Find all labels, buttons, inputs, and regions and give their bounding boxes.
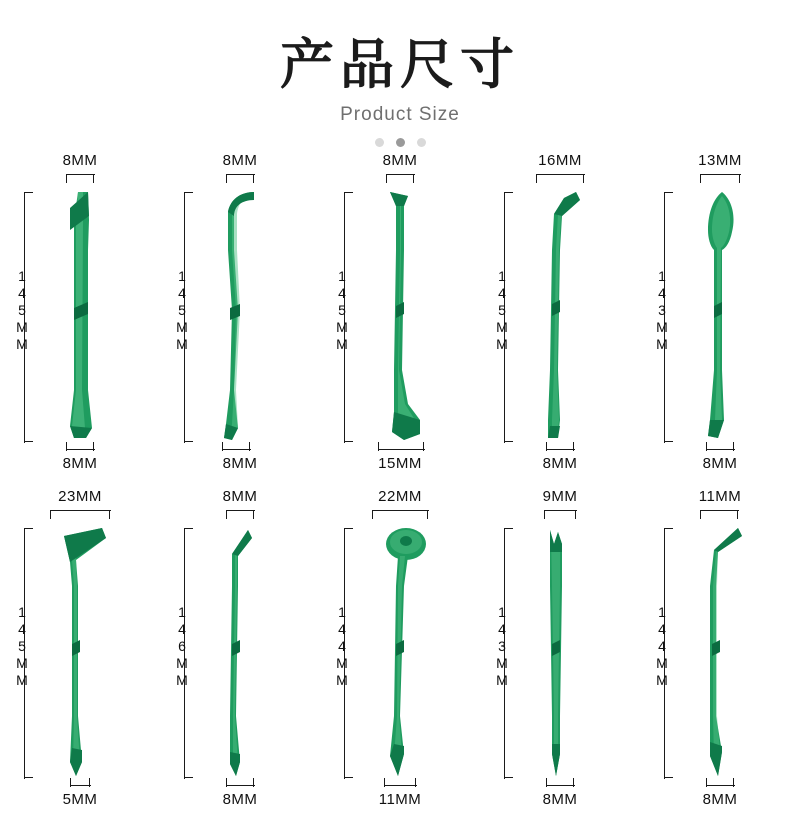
tool-7-bottom-caliper — [226, 778, 254, 787]
tool-7-top-caliper — [226, 510, 254, 519]
page-title: 产品尺寸 — [280, 33, 520, 96]
tool-2-length: 145MM — [174, 268, 190, 353]
tool-9-top-width: 9MM — [542, 488, 578, 505]
tool-3-bottom-width: 15MM — [378, 455, 422, 472]
tool-2-bottom-caliper — [222, 442, 250, 451]
tool-5-bottom-width: 8MM — [702, 455, 738, 472]
tool-5-length: 143MM — [654, 268, 670, 353]
tool-9-bottom-width: 8MM — [542, 791, 578, 808]
tool-3-image — [368, 190, 478, 442]
tool-3-bottom-caliper — [378, 442, 424, 451]
tool-8-top-caliper — [372, 510, 428, 519]
carousel-dot-3[interactable] — [417, 138, 426, 147]
tool-row-2 — [0, 486, 800, 816]
tool-9-top-caliper — [544, 510, 576, 519]
tool-1-bottom-caliper — [66, 442, 94, 451]
tool-10-image — [688, 526, 798, 778]
tool-7-image — [208, 526, 318, 778]
tool-cell-1 — [0, 150, 160, 480]
tool-6-top-caliper — [50, 510, 110, 519]
carousel-dot-1[interactable] — [375, 138, 384, 147]
page-subtitle: Product Size — [340, 104, 460, 125]
tool-2-top-width: 8MM — [222, 152, 258, 169]
tool-5-bottom-caliper — [706, 442, 734, 451]
tool-1-length: 145MM — [14, 268, 30, 353]
tool-8-bottom-caliper — [384, 778, 416, 787]
tool-cell-6 — [0, 486, 160, 816]
tool-cell-8 — [320, 486, 480, 816]
tool-5-top-caliper — [700, 174, 740, 183]
tool-7-top-width: 8MM — [222, 488, 258, 505]
tool-9-bottom-caliper — [546, 778, 574, 787]
tool-10-top-caliper — [700, 510, 738, 519]
tool-6-top-width: 23MM — [58, 488, 102, 505]
tool-1-bottom-width: 8MM — [62, 455, 98, 472]
tool-row-1 — [0, 150, 800, 480]
tool-5-image — [688, 190, 798, 442]
tool-5-top-width: 13MM — [698, 152, 742, 169]
tool-cell-3 — [320, 150, 480, 480]
carousel-dots — [0, 138, 800, 147]
tool-1-image — [48, 190, 158, 442]
tool-3-top-caliper — [386, 174, 414, 183]
tool-8-top-width: 22MM — [378, 488, 422, 505]
tool-cell-9 — [480, 486, 640, 816]
tool-2-image — [208, 190, 318, 442]
tool-2-bottom-width: 8MM — [222, 455, 258, 472]
tool-cell-10 — [640, 486, 800, 816]
tool-8-bottom-width: 11MM — [378, 791, 422, 808]
tool-10-bottom-width: 8MM — [702, 791, 738, 808]
tool-4-bottom-width: 8MM — [542, 455, 578, 472]
tool-8-image — [368, 526, 478, 778]
carousel-dot-2[interactable] — [396, 138, 405, 147]
tool-7-bottom-width: 8MM — [222, 791, 258, 808]
tool-4-bottom-caliper — [546, 442, 574, 451]
tool-2-top-caliper — [226, 174, 254, 183]
tool-6-bottom-caliper — [70, 778, 90, 787]
tool-1-top-caliper — [66, 174, 94, 183]
tool-3-length: 145MM — [334, 268, 350, 353]
tool-cell-7 — [160, 486, 320, 816]
tool-cell-5 — [640, 150, 800, 480]
tool-4-top-width: 16MM — [538, 152, 582, 169]
tool-4-image — [528, 190, 638, 442]
tool-cell-4 — [480, 150, 640, 480]
tool-9-length: 143MM — [494, 604, 510, 689]
tool-10-top-width: 11MM — [698, 488, 742, 505]
tool-7-length: 146MM — [174, 604, 190, 689]
tool-9-image — [528, 526, 638, 778]
tool-6-length: 145MM — [14, 604, 30, 689]
tool-4-length: 145MM — [494, 268, 510, 353]
tool-6-image — [48, 526, 158, 778]
tool-8-length: 144MM — [334, 604, 350, 689]
tool-3-top-width: 8MM — [382, 152, 418, 169]
tool-grid — [0, 150, 800, 808]
tool-10-bottom-caliper — [706, 778, 734, 787]
tool-1-top-width: 8MM — [62, 152, 98, 169]
tool-4-top-caliper — [536, 174, 584, 183]
tool-6-bottom-width: 5MM — [62, 791, 98, 808]
tool-cell-2 — [160, 150, 320, 480]
tool-10-length: 144MM — [654, 604, 670, 689]
